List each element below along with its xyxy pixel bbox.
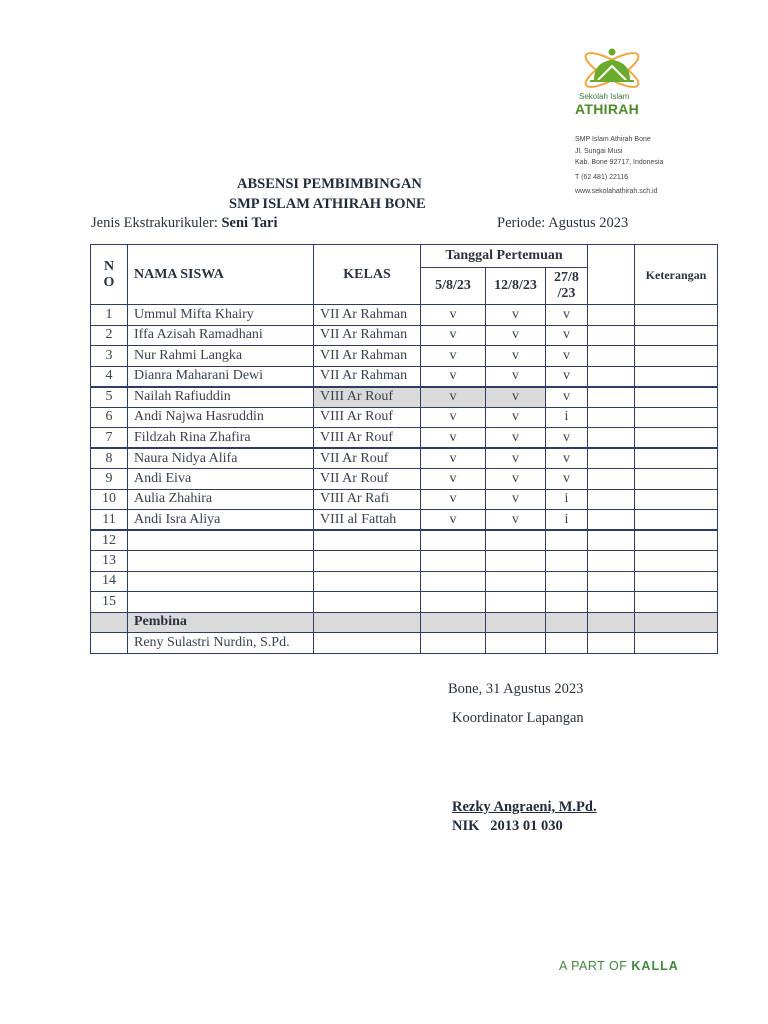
row-date-1: v — [421, 448, 486, 469]
row-no: 10 — [91, 489, 128, 510]
row-date-3: i — [546, 489, 588, 510]
pembina-blank — [421, 612, 486, 633]
ekskul-label: Jenis Ekstrakurikuler: — [91, 215, 218, 231]
table-row — [91, 551, 718, 572]
row-no: 7 — [91, 428, 128, 449]
blank-header — [588, 245, 635, 305]
row-no: 2 — [91, 325, 128, 346]
row-no: 6 — [91, 407, 128, 428]
row-no: 4 — [91, 366, 128, 387]
table-row — [91, 346, 718, 367]
row-nama: Nur Rahmi Langka — [128, 346, 314, 367]
logo-name: ATHIRAH — [575, 101, 640, 117]
table-row — [91, 489, 718, 510]
row-date-2: v — [486, 510, 546, 531]
row-nama: Fildzah Rina Zhafira — [128, 428, 314, 449]
row-blank — [588, 551, 635, 572]
row-date-2: v — [486, 448, 546, 469]
row-date-3: v — [546, 387, 588, 408]
pembina-blank — [635, 633, 718, 654]
row-blank — [588, 428, 635, 449]
row-keterangan — [635, 346, 718, 367]
ekskul-info — [91, 215, 278, 232]
row-blank — [588, 530, 635, 551]
pembina-blank — [635, 612, 718, 633]
row-blank — [588, 469, 635, 490]
row-blank — [588, 346, 635, 367]
row-date-3 — [546, 551, 588, 572]
pembina-blank — [421, 633, 486, 654]
row-kelas: VII Ar Rahman — [314, 366, 421, 387]
table-row — [91, 530, 718, 551]
pembina-blank — [314, 633, 421, 654]
row-date-2 — [486, 530, 546, 551]
row-kelas: VII Ar Rahman — [314, 305, 421, 326]
signature-nik: NIK 2013 01 030 — [452, 818, 563, 834]
pembina-name: Reny Sulastri Nurdin, S.Pd. — [128, 633, 314, 654]
logo-subtitle: Sekolah Islam — [579, 92, 630, 101]
table-row — [91, 387, 718, 408]
pembina-blank — [486, 612, 546, 633]
signature-name: Rezky Angraeni, M.Pd. — [452, 799, 597, 815]
col-tanggal-header: Tanggal Pertemuan — [421, 245, 588, 268]
row-date-1 — [421, 530, 486, 551]
row-keterangan — [635, 510, 718, 531]
address-line: Jl. Sungai Musi — [575, 147, 623, 155]
row-keterangan — [635, 489, 718, 510]
pembina-blank — [314, 612, 421, 633]
date-header: 27/8 /23 — [546, 268, 588, 305]
row-date-3 — [546, 592, 588, 613]
table-row — [91, 305, 718, 326]
row-kelas: VII Ar Rouf — [314, 448, 421, 469]
pembina-row — [91, 633, 718, 654]
row-date-3: v — [546, 428, 588, 449]
document-title: ABSENSI PEMBIMBINGAN — [237, 176, 422, 192]
table-row — [91, 469, 718, 490]
row-nama: Andi Isra Aliya — [128, 510, 314, 531]
row-no: 15 — [91, 592, 128, 613]
row-date-2: v — [486, 346, 546, 367]
date-header: 5/8/23 — [421, 268, 486, 305]
row-date-2: v — [486, 387, 546, 408]
table-row — [91, 448, 718, 469]
row-kelas — [314, 530, 421, 551]
row-blank — [588, 366, 635, 387]
row-no: 8 — [91, 448, 128, 469]
row-date-3: i — [546, 407, 588, 428]
school-title: SMP ISLAM ATHIRAH BONE — [229, 196, 426, 212]
table-row — [91, 510, 718, 531]
row-blank — [588, 387, 635, 408]
row-blank — [588, 448, 635, 469]
row-blank — [588, 305, 635, 326]
row-keterangan — [635, 407, 718, 428]
table-row — [91, 366, 718, 387]
row-no: 12 — [91, 530, 128, 551]
row-kelas: VIII al Fattah — [314, 510, 421, 531]
row-kelas: VII Ar Rahman — [314, 346, 421, 367]
row-date-2: v — [486, 489, 546, 510]
row-date-1: v — [421, 428, 486, 449]
row-no: 5 — [91, 387, 128, 408]
row-no: 9 — [91, 469, 128, 490]
row-date-1: v — [421, 469, 486, 490]
row-no: 11 — [91, 510, 128, 531]
pembina-blank — [546, 612, 588, 633]
row-kelas: VIII Ar Rouf — [314, 407, 421, 428]
pembina-blank — [588, 612, 635, 633]
row-date-1 — [421, 592, 486, 613]
table-row — [91, 407, 718, 428]
row-kelas: VIII Ar Rouf — [314, 387, 421, 408]
col-no-header: N O — [91, 245, 128, 305]
pembina-blank — [486, 633, 546, 654]
row-nama: Iffa Azisah Ramadhani — [128, 325, 314, 346]
row-date-3: v — [546, 366, 588, 387]
attendance-table — [90, 244, 718, 654]
row-date-2: v — [486, 305, 546, 326]
row-kelas: VII Ar Rahman — [314, 325, 421, 346]
row-date-1: v — [421, 407, 486, 428]
row-keterangan — [635, 592, 718, 613]
row-date-3: v — [546, 469, 588, 490]
row-date-3 — [546, 571, 588, 592]
row-nama — [128, 551, 314, 572]
row-date-2: v — [486, 325, 546, 346]
row-date-2 — [486, 571, 546, 592]
row-nama — [128, 530, 314, 551]
row-no: 1 — [91, 305, 128, 326]
row-date-1: v — [421, 346, 486, 367]
pembina-blank — [546, 633, 588, 654]
row-nama: Naura Nidya Alifa — [128, 448, 314, 469]
row-keterangan — [635, 571, 718, 592]
row-kelas: VII Ar Rouf — [314, 469, 421, 490]
row-date-1: v — [421, 305, 486, 326]
row-date-1: v — [421, 510, 486, 531]
row-nama: Ummul Mifta Khairy — [128, 305, 314, 326]
col-kelas-header: KELAS — [314, 245, 421, 305]
row-keterangan — [635, 305, 718, 326]
address-line: Kab. Bone 92717, Indonesia — [575, 159, 664, 166]
row-date-3: i — [546, 510, 588, 531]
row-date-3: v — [546, 305, 588, 326]
row-blank — [588, 510, 635, 531]
row-date-2 — [486, 551, 546, 572]
row-date-2: v — [486, 428, 546, 449]
row-date-1: v — [421, 325, 486, 346]
row-blank — [588, 325, 635, 346]
row-keterangan — [635, 366, 718, 387]
table-row — [91, 428, 718, 449]
row-no: 13 — [91, 551, 128, 572]
row-keterangan — [635, 530, 718, 551]
table-row — [91, 325, 718, 346]
row-nama: Nailah Rafiuddin — [128, 387, 314, 408]
row-blank — [588, 407, 635, 428]
row-date-1: v — [421, 366, 486, 387]
row-keterangan — [635, 551, 718, 572]
row-date-2: v — [486, 469, 546, 490]
footer-brand — [559, 959, 679, 973]
table-row — [91, 571, 718, 592]
row-date-1 — [421, 551, 486, 572]
footer-prefix: A PART OF — [559, 959, 628, 973]
pembina-header-row — [91, 612, 718, 633]
school-website: www.sekolahathirah.sch.id — [575, 188, 658, 195]
row-kelas — [314, 571, 421, 592]
row-date-3: v — [546, 325, 588, 346]
table-row — [91, 592, 718, 613]
signature-place-date: Bone, 31 Agustus 2023 — [448, 681, 584, 697]
pembina-blank — [588, 633, 635, 654]
row-date-3: v — [546, 448, 588, 469]
row-nama: Dianra Maharani Dewi — [128, 366, 314, 387]
col-keterangan-header: Keterangan — [635, 245, 718, 305]
row-keterangan — [635, 387, 718, 408]
periode-info: Periode: Agustus 2023 — [497, 215, 629, 231]
row-kelas: VIII Ar Rouf — [314, 428, 421, 449]
school-address — [575, 134, 725, 198]
pembina-no — [91, 633, 128, 654]
row-keterangan — [635, 428, 718, 449]
row-nama: Andi Najwa Hasruddin — [128, 407, 314, 428]
row-nama: Aulia Zhahira — [128, 489, 314, 510]
row-no: 14 — [91, 571, 128, 592]
row-no: 3 — [91, 346, 128, 367]
col-nama-header: NAMA SISWA — [128, 245, 314, 305]
date-header: 12/8/23 — [486, 268, 546, 305]
row-kelas: VIII Ar Rafi — [314, 489, 421, 510]
row-keterangan — [635, 448, 718, 469]
signature-role: Koordinator Lapangan — [452, 710, 584, 726]
footer-brand-name: KALLA — [631, 959, 679, 973]
row-keterangan — [635, 469, 718, 490]
row-date-1 — [421, 571, 486, 592]
row-date-2 — [486, 592, 546, 613]
row-kelas — [314, 592, 421, 613]
row-kelas — [314, 551, 421, 572]
row-date-2: v — [486, 366, 546, 387]
ekskul-value: Seni Tari — [221, 215, 278, 231]
row-date-3: v — [546, 346, 588, 367]
row-nama — [128, 571, 314, 592]
row-date-1: v — [421, 387, 486, 408]
row-date-2: v — [486, 407, 546, 428]
address-line: SMP Islam Athirah Bone — [575, 136, 651, 143]
row-blank — [588, 489, 635, 510]
row-nama — [128, 592, 314, 613]
row-nama: Andi Eiva — [128, 469, 314, 490]
row-blank — [588, 571, 635, 592]
pembina-label: Pembina — [128, 612, 314, 633]
row-date-3 — [546, 530, 588, 551]
row-blank — [588, 592, 635, 613]
pembina-no — [91, 612, 128, 633]
school-phone: T (62 481) 22116 — [575, 173, 629, 181]
row-keterangan — [635, 325, 718, 346]
row-date-1: v — [421, 489, 486, 510]
